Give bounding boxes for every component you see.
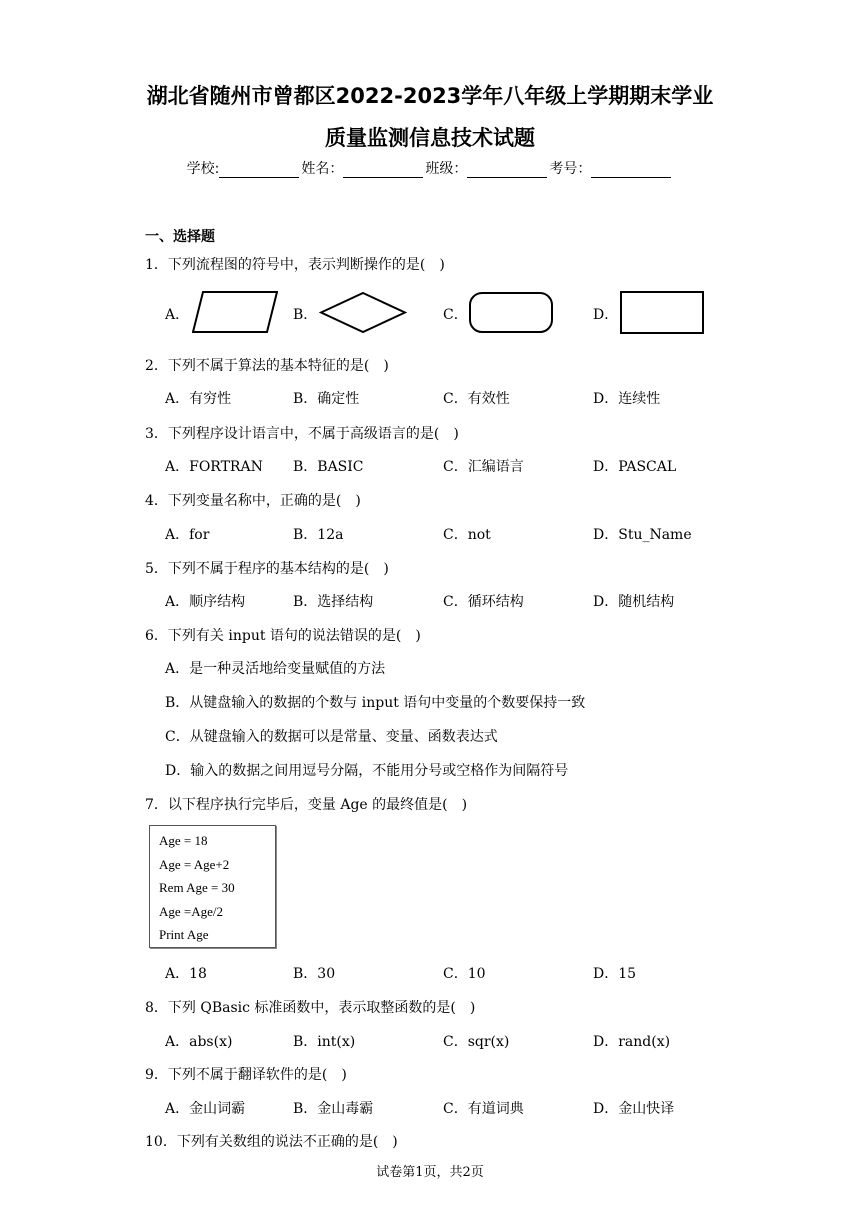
option-label[interactable]: A．有穷性 [165,391,232,407]
exam-no-label: 考号： [549,161,592,177]
option-label[interactable]: A．顺序结构 [165,594,246,610]
option-label[interactable]: B．金山毒霸 [293,1101,374,1117]
option-label[interactable]: C．10 [443,966,486,982]
option-label[interactable]: D．rand(x) [593,1034,671,1050]
option-label[interactable]: C．循环结构 [443,594,524,610]
option-label[interactable]: A．是一种灵活地给变量赋值的方法 [165,661,386,677]
option-label[interactable]: D．随机结构 [593,594,675,610]
code-block [149,825,276,948]
option-label[interactable]: B．int(x) [293,1034,356,1050]
option-label[interactable]: A．FORTRAN [165,459,263,475]
question-stem: 5．下列不属于程序的基本结构的是( ) [145,561,389,577]
exam-title-line1: 湖北省随州市曾都区2022-2023学年八年级上学期期末学业 [146,84,714,108]
question-stem: 6．下列有关 input 语句的说法错误的是( ) [145,628,421,644]
option-label[interactable]: B． [293,307,318,323]
option-label[interactable]: A．金山词霸 [165,1101,246,1117]
option-label[interactable]: C．有效性 [443,391,510,407]
class-blank[interactable] [467,163,547,178]
question-stem: 4．下列变量名称中，正确的是( ) [145,493,361,509]
option-label[interactable]: B．确定性 [293,391,360,407]
option-label[interactable]: B．从键盘输入的数据的个数与 input 语句中变量的个数要保持一致 [165,695,586,711]
option-label[interactable]: A．for [165,527,210,543]
rounded-rectangle-icon [468,291,554,334]
option-label[interactable]: D．Stu_Name [593,527,692,543]
option-label[interactable]: B．选择结构 [293,594,374,610]
school-label: 学校: [186,161,220,177]
option-label[interactable]: D．输入的数据之间用逗号分隔，不能用分号或空格作为间隔符号 [165,763,569,779]
option-label[interactable]: C．not [443,527,491,543]
option-label[interactable]: D．15 [593,966,637,982]
option-label[interactable]: D． [593,307,619,323]
option-label[interactable]: D．连续性 [593,391,661,407]
code-line: Age = 18 [159,833,208,848]
code-line: Age = Age+2 [159,856,230,872]
option-label[interactable]: C．汇编语言 [443,459,524,475]
option-label[interactable]: C．从键盘输入的数据可以是常量、变量、函数表达式 [165,729,498,745]
code-line: Print Age [159,927,209,942]
diamond-icon [319,291,407,334]
option-label[interactable]: C． [443,307,468,323]
student-info-row [0,158,860,178]
rectangle-icon [619,290,705,335]
option-label[interactable]: A．18 [165,966,207,982]
parallelogram-icon [192,290,278,334]
section-title: 一、选择题 [145,229,215,245]
question-stem: 3．下列程序设计语言中，不属于高级语言的是( ) [145,426,459,442]
option-label[interactable]: D．PASCAL [593,459,677,475]
question-stem: 9．下列不属于翻译软件的是( ) [145,1067,347,1083]
option-label[interactable]: C．有道词典 [443,1101,524,1117]
exam-no-blank[interactable] [591,163,671,178]
option-label[interactable]: B．BASIC [293,459,364,475]
question-stem: 10．下列有关数组的说法不正确的是( ) [145,1134,398,1150]
page-footer: 试卷第1页，共2页 [376,1165,484,1180]
option-label[interactable]: A．abs(x) [165,1034,233,1050]
option-label[interactable]: C．sqr(x) [443,1034,510,1050]
code-line: Age =Age/2 [159,903,224,919]
question-stem: 1．下列流程图的符号中，表示判断操作的是( ) [145,257,445,273]
option-label[interactable]: B．12a [293,527,344,543]
option-label[interactable]: D．金山快译 [593,1101,675,1117]
exam-title-line2: 质量监测信息技术试题 [325,126,535,150]
name-label: 姓名： [301,161,344,177]
question-stem: 2．下列不属于算法的基本特征的是( ) [145,358,389,374]
name-blank[interactable] [343,163,423,178]
question-stem: 8．下列 QBasic 标准函数中，表示取整函数的是( ) [145,1000,476,1016]
option-label[interactable]: B．30 [293,966,336,982]
class-label: 班级： [425,161,468,177]
code-line: Rem Age = 30 [159,880,235,895]
question-stem: 7．以下程序执行完毕后，变量 Age 的最终值是( ) [145,797,468,813]
school-blank[interactable] [219,163,299,178]
option-label[interactable]: A． [165,307,190,323]
